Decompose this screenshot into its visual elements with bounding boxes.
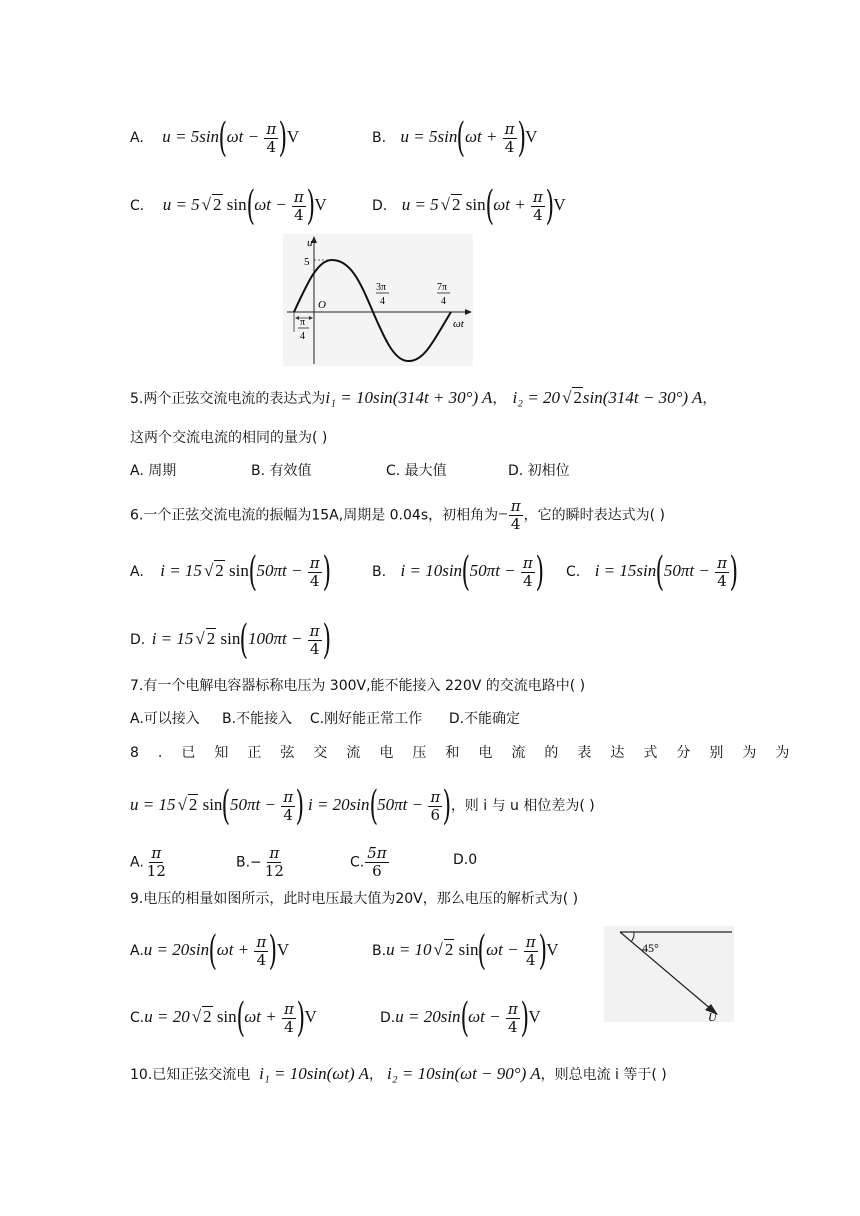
q4-option-a: A. u = 5sin(ωt − $\frac{\pi}{4}$ )V bbox=[130, 115, 300, 161]
unit: V bbox=[553, 195, 566, 214]
formula-body: ωt − bbox=[226, 127, 264, 146]
fraction: $\frac{5\pi}{6}$ bbox=[367, 844, 387, 880]
q5-option-a: A. 周期 bbox=[130, 463, 177, 479]
q6-option-b: B. i = 10sin(50πt − $\frac{\pi}{4}$ ) bbox=[372, 549, 544, 595]
option-label: C. bbox=[566, 564, 581, 580]
q6-option-c: C. i = 15sin(50πt − $\frac{\pi}{4}$ ) bbox=[566, 549, 739, 595]
q5-line2: 这两个交流电流的相同的量为( ) bbox=[130, 430, 328, 446]
q5-stem: 5.两个正弦交流电流的表达式为i₁ = 10sin(314t + 30°) A， i₂ = 20 √ 2sin(314t − 30°) A， bbox=[130, 388, 717, 407]
unit: V bbox=[314, 195, 327, 214]
q4-option-d: D. u = 5 √ 2 sin(ωt + $\frac{\pi}{4}$ )V bbox=[372, 183, 566, 229]
sqrt-radicand: 2 bbox=[213, 195, 222, 214]
fraction: $\frac{\pi}{4}$ bbox=[266, 119, 277, 156]
q9-option-d: D.u = 20sin(ωt − $\frac{\pi}{4}$ )V bbox=[380, 995, 541, 1041]
q5-stem-text: 5.两个正弦交流电流的表达式为 bbox=[130, 391, 326, 407]
formula-body: ωt + bbox=[464, 127, 502, 146]
fraction: $\frac{\pi}{4}$ bbox=[525, 932, 536, 969]
phasor-diagram bbox=[604, 926, 734, 1022]
fraction: $\frac{\pi}{4}$ bbox=[504, 119, 515, 156]
formula-prefix: u = 5sin bbox=[400, 127, 458, 146]
q10-tail: ，则总电流 i 等于( ) bbox=[540, 1067, 667, 1083]
q8-option-c: C. $\frac{5\pi}{6}$ bbox=[350, 844, 387, 880]
fraction: $\frac{\pi}{12}$ bbox=[264, 844, 284, 880]
option-label: D. bbox=[372, 198, 388, 214]
q9-stem: 9.电压的相量如图所示，此时电压最大值为20V，那么电压的解析式为( ) bbox=[130, 891, 579, 907]
q6-option-d: D. i = 15 √ 2 sin(100πt − $\frac{\pi}{4}$ ) bbox=[130, 617, 331, 663]
q6-option-a: A. i = 15 √ 2 sin(50πt − $\frac{\pi}{4}$ ) bbox=[130, 549, 331, 595]
q5-option-c: C. 最大值 bbox=[386, 463, 447, 479]
q8-option-b: B.− $\frac{\pi}{12}$ bbox=[236, 844, 284, 880]
peak-label: 5 bbox=[304, 256, 310, 268]
q9-option-a: A.u = 20sin(ωt + $\frac{\pi}{4}$ )V bbox=[130, 928, 290, 974]
option-label: A. bbox=[130, 564, 144, 580]
q10-i2: i₂ = 10sin(ωt − 90°) A bbox=[387, 1064, 541, 1083]
q5-i2-rest: sin(314t − 30°) A bbox=[582, 388, 703, 407]
q5-i2-prefix: i₂ = 20 bbox=[512, 388, 561, 407]
option-label: B. bbox=[372, 564, 387, 580]
fraction: $\frac{\pi}{4}$ bbox=[309, 553, 320, 590]
vector-label: U̇ bbox=[708, 1010, 717, 1022]
origin-label: O bbox=[318, 299, 326, 311]
option-label: A. bbox=[130, 130, 144, 146]
q7-stem: 7.有一个电解电容器标称电压为 300V,能不能接入 220V 的交流电路中( ) bbox=[130, 678, 586, 694]
angle-label: 45° bbox=[642, 941, 659, 955]
fraction: $\frac{\pi}{4}$ bbox=[717, 553, 727, 590]
formula-prefix: u = 5sin bbox=[162, 127, 220, 146]
fraction: $\frac{\pi}{4}$ bbox=[309, 621, 320, 658]
q5-option-d: D. 初相位 bbox=[508, 463, 570, 479]
q5-option-b: B. 有效值 bbox=[251, 463, 312, 479]
q8-stem: 8.已知正弦交流电压和电流的表达式分别为为 bbox=[130, 745, 809, 761]
q4-option-b: B. u = 5sin(ωt + $\frac{\pi}{4}$ )V bbox=[372, 115, 538, 161]
q10-stem: 10.已知正弦交流电 i₁ = 10sin(ωt) A， i₂ = 10sin(ωt − 90°) A，则总电流 i 等于( ) bbox=[130, 1064, 667, 1083]
tick-3pi-4-den: 4 bbox=[380, 296, 385, 307]
y-axis-label: u bbox=[307, 237, 313, 249]
option-label: B. bbox=[372, 130, 387, 146]
fraction: $\frac{\pi}{4}$ bbox=[283, 999, 294, 1036]
q6-stem: 6.一个正弦交流电流的振幅为15A,周期是 0.04s，初相角为− $\frac{\pi}{4}$ ，它的瞬时表达式为( ) bbox=[130, 497, 665, 533]
formula-prefix: u = 5 bbox=[401, 195, 439, 214]
fraction: $\frac{\pi}{6}$ bbox=[430, 787, 441, 824]
q8-option-d: D.0 bbox=[453, 852, 478, 868]
fraction: $\frac{\pi}{4}$ bbox=[293, 187, 304, 224]
fraction: $\frac{\pi}{4}$ bbox=[510, 497, 521, 533]
tick-7pi-4-den: 4 bbox=[441, 296, 446, 307]
fraction: $\frac{\pi}{4}$ bbox=[283, 787, 294, 824]
shift-num: π bbox=[300, 317, 306, 328]
option-label: C. bbox=[130, 198, 145, 214]
q8-formulas: u = 15 √ 2 sin(50πt − $\frac{\pi}{4}$ ) i = 20sin(50πt − $\frac{\pi}{6}$ )，则 i 与 u 相位差为( ) bbox=[130, 783, 595, 829]
option-label: D. bbox=[130, 632, 146, 648]
q4-option-c: C. u = 5 √ 2 sin(ωt − $\frac{\pi}{4}$ )V bbox=[130, 183, 327, 229]
q9-option-c: C.u = 20 √ 2 sin(ωt + $\frac{\pi}{4}$ )V bbox=[130, 995, 317, 1041]
q7-options: A.可以接入 B.不能接入 C.刚好能正常工作 D.不能确定 bbox=[130, 711, 521, 727]
fraction: $\frac{\pi}{12}$ bbox=[146, 844, 166, 880]
sine-wave-graph bbox=[283, 234, 473, 366]
fraction: $\frac{\pi}{4}$ bbox=[532, 187, 543, 224]
fraction: $\frac{\pi}{4}$ bbox=[507, 999, 518, 1036]
q8-option-a: A. $\frac{\pi}{12}$ bbox=[130, 844, 166, 880]
unit: V bbox=[286, 127, 300, 146]
tick-7pi-4-num: 7π bbox=[437, 282, 448, 293]
formula-body: ωt + bbox=[493, 195, 530, 214]
q9-option-b: B.u = 10 √ 2 sin(ωt − $\frac{\pi}{4}$ )V bbox=[372, 928, 559, 974]
q10-i1: i₁ = 10sin(ωt) A bbox=[259, 1064, 369, 1083]
q5-i1: i₁ = 10sin(314t + 30°) A bbox=[325, 388, 493, 407]
shift-den: 4 bbox=[300, 331, 305, 342]
formula-prefix: u = 5 bbox=[162, 195, 200, 214]
q6-stem-text: 6.一个正弦交流电流的振幅为15A,周期是 0.04s，初相角为 bbox=[130, 507, 499, 524]
q8-tail: ，则 i 与 u 相位差为( ) bbox=[450, 798, 595, 814]
x-axis-label: ωt bbox=[453, 318, 464, 330]
formula-body: ωt − bbox=[254, 195, 291, 214]
unit: V bbox=[525, 127, 538, 146]
sqrt-radicand: 2 bbox=[452, 195, 461, 214]
fraction: $\frac{\pi}{4}$ bbox=[256, 932, 267, 969]
fraction: $\frac{\pi}{4}$ bbox=[522, 553, 533, 590]
tick-3pi-4-num: 3π bbox=[376, 282, 387, 293]
